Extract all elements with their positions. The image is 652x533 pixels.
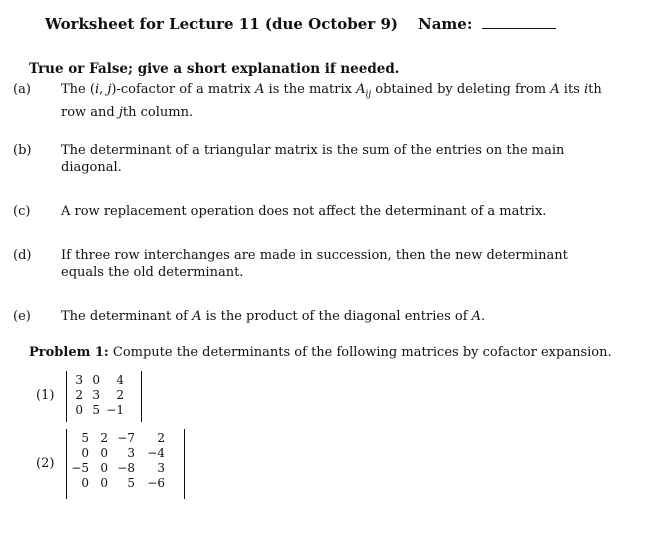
matrix-cell: 0: [100, 461, 108, 475]
question-b: [13, 142, 609, 176]
matrix-1-label: (1): [36, 388, 55, 403]
matrix-cell: 0: [100, 476, 108, 490]
question-text: If three row interchanges are made in succession, then the new determinant equals the old determinant.: [61, 248, 568, 280]
matrix-cell: 3: [92, 388, 100, 402]
matrix-cell: 3: [75, 373, 83, 387]
question-label: (d): [13, 248, 32, 263]
question-label: (c): [13, 204, 31, 219]
question-a: (a) The (i, j)-cofactor of a matrix A is the matrix $A_{ij}$ obtained by deleting from A its ith row and jth column.: [13, 82, 602, 120]
worksheet-title: Worksheet for Lecture 11 (due October 9): [45, 15, 398, 33]
matrix-cell: 2: [75, 388, 83, 402]
problem-text: Compute the determinants of the following matrices by cofactor expansion.: [112, 345, 612, 360]
question-text: A row replacement operation does not affect the determinant of a matrix.: [61, 204, 547, 219]
question-text: The determinant of a triangular matrix is the sum of the entries on the main diagonal.: [61, 143, 565, 175]
matrix-1-determinant: [66, 371, 142, 422]
matrix-cell: 0: [81, 446, 89, 460]
question-d: [13, 247, 609, 281]
matrix-cell: −1: [106, 403, 124, 417]
matrix-cell: −8: [117, 461, 135, 475]
matrix-row: [71, 461, 165, 476]
matrix-cell: 2: [100, 431, 108, 445]
matrix-cell: 3: [127, 446, 135, 460]
name-label: Name:: [418, 15, 473, 33]
matrix-cell: 4: [116, 373, 124, 387]
matrix-cell: 2: [157, 431, 165, 445]
matrix-cell: 0: [100, 446, 108, 460]
matrix-row: [71, 373, 124, 388]
problem-label: Problem 1:: [29, 345, 109, 360]
matrix-cell: 5: [81, 431, 89, 445]
matrix-cell: −6: [147, 476, 165, 490]
matrix-2-determinant: [66, 429, 185, 499]
name-blank-line[interactable]: [482, 27, 556, 29]
matrix-cell: 3: [157, 461, 165, 475]
question-label: (b): [13, 143, 32, 158]
matrix-cell: 0: [81, 476, 89, 490]
matrix-cell: 0: [75, 403, 83, 417]
matrix-cell: 2: [116, 388, 124, 402]
matrix-row: [71, 476, 165, 491]
question-e: (e) The determinant of A is the product of the diagonal entries of A.: [13, 309, 486, 324]
matrix-cell: −4: [147, 446, 165, 460]
matrix-row: [71, 446, 165, 461]
problem-1: [29, 345, 612, 360]
matrix-cell: 0: [92, 373, 100, 387]
matrix-row: [71, 403, 124, 418]
name-field[interactable]: [418, 15, 556, 33]
matrix-2-label: (2): [36, 456, 55, 471]
matrix-cell: −7: [117, 431, 135, 445]
matrix-cell: 5: [92, 403, 100, 417]
matrix-cell: −5: [71, 461, 89, 475]
question-c: [13, 203, 609, 220]
question-label: (a): [13, 82, 31, 97]
matrix-cell: 5: [127, 476, 135, 490]
matrix-row: [71, 388, 124, 403]
true-false-heading: True or False; give a short explanation if needed.: [29, 61, 400, 77]
matrix-row: [71, 431, 165, 446]
question-label: (e): [13, 309, 31, 324]
